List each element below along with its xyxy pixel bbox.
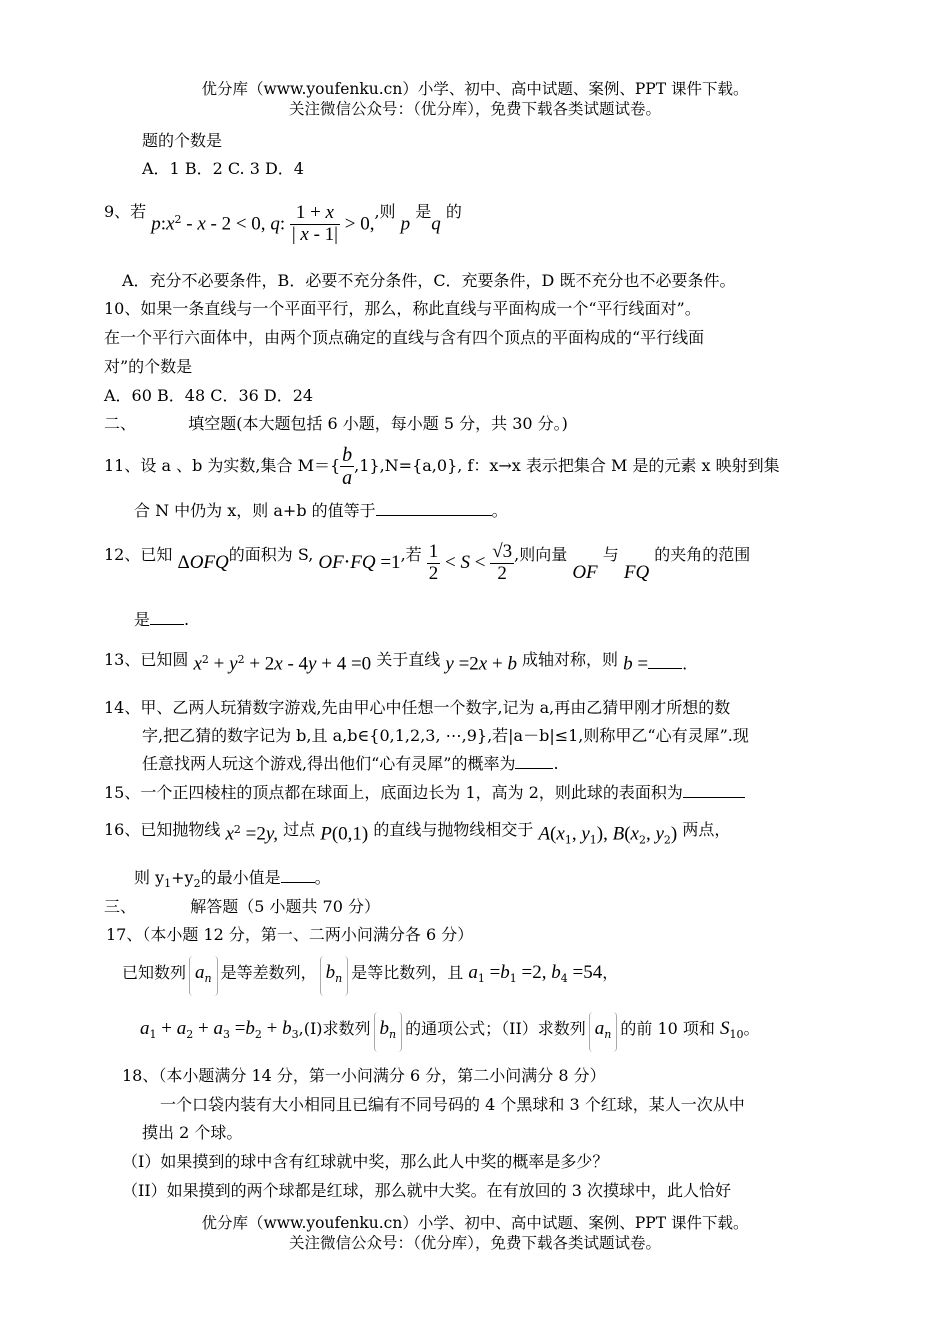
- q13-answer-blank: [648, 654, 682, 669]
- section-3-heading: [104, 896, 380, 918]
- q17-heading: 17、（本小题 12 分，第一、二两小问满分各 6 分）: [106, 925, 474, 944]
- q18-heading: 18、（本小题满分 14 分，第一小问满分 6 分，第二小问满分 8 分）: [122, 1066, 606, 1085]
- q10-line-3: 对”的个数是: [104, 357, 193, 376]
- q12-line-1: 12、已知 ΔOFQ的面积为 S, OF⋅FQ =1,若 $\frac{1}{2}$ < S < $\frac{√3}{2}$ ,则向量 OF 与 FQ 的夹角的范围: [104, 541, 751, 584]
- section-2-heading: [104, 413, 568, 435]
- q16-answer-blank: [281, 868, 315, 883]
- q8-tail: 题的个数是: [142, 131, 223, 150]
- q18-line-1: 一个口袋内装有大小相同且已编有不同号码的 4 个黑球和 3 个红球，某人一次从中: [160, 1095, 745, 1114]
- q18-part-1: （I）如果摸到的球中含有红球就中奖，那么此人中奖的概率是多少？: [122, 1152, 609, 1171]
- q9-options: A．充分不必要条件，B．必要不充分条件，C．充要条件，D 既不充分也不必要条件。: [122, 271, 736, 290]
- q10-options: A．60 B．48 C．36 D．24: [104, 386, 314, 405]
- q11-line-1: 11、设 a 、b 为实数,集合 M＝{ $\frac{b}{a}$ ,1},N={a,0}, f：x→x 表示把集合 M 是的元素 x 映射到集: [104, 444, 780, 489]
- q18-line-2: 摸出 2 个球。: [142, 1123, 243, 1142]
- q11-answer-blank: [376, 501, 492, 516]
- page-footer-line-1: 优分库（www.youfenku.cn）小学、初中、高中试题、案例、PPT 课件下载。: [201, 1214, 749, 1232]
- section-3-number: 三、: [104, 897, 137, 916]
- q14-line-1: 14、甲、乙两人玩猜数字游戏,先由甲心中任想一个数字,记为 a,再由乙猜甲刚才所想的数: [104, 698, 731, 717]
- q15-answer-blank: [683, 783, 745, 798]
- q18-part-2: （II）如果摸到的两个球都是红球，那么就中大奖。在有放回的 3 次摸球中，此人恰好: [122, 1181, 731, 1200]
- q13-line: 13、已知圆 $x^2 + y^2 + 2x - 4y + 4 =0$ 关于直线 y =2x + b 成轴对称，则 b = .: [104, 650, 688, 675]
- q12-answer-blank: [150, 610, 184, 625]
- section-3-title: 解答题（5 小题共 70 分）: [190, 897, 381, 916]
- q11-fraction-b-over-a: $\frac{b}{a}$: [342, 444, 353, 489]
- q9-proposition-p: p: [151, 213, 161, 235]
- q17-line-2: $a_1 + a_2 + a_3 =b_2 + b_3,(I)$求数列 $b_n$ 的通项公式；（II）求数列 $a_n$ 的前 10 项和 $S_{10}$。: [140, 1012, 760, 1052]
- q17-line-1: 已知数列 $a_n$ 是等差数列， $b_n$ 是等比数列，且 $a_1 =b_1 =2$, $b_4 =54$，: [122, 956, 618, 996]
- q8-options: A．1 B．2 C. 3 D．4: [142, 159, 304, 178]
- q9-number: 9、若: [104, 202, 147, 221]
- q16-line-2: 则 $y_1+y_2$的最小值是 。: [134, 868, 331, 891]
- q16-line-1: 16、已知抛物线 $x^2 =2y$, 过点 P(0,1) 的直线与抛物线相交于 $A(x_1$, $y_1$), $B(x_2$, $y_2$) 两点，: [104, 820, 731, 847]
- q11-line-2: 合 N 中仍为 x，则 a+b 的值等于 。: [134, 501, 508, 520]
- q15-line: 15、一个正四棱柱的顶点都在球面上，底面边长为 1，高为 2，则此球的表面积为: [104, 782, 745, 804]
- q9-fraction: $\frac{1 + x}{| x - 1|}$: [291, 202, 338, 246]
- q10-line-1: 10、如果一条直线与一个平面平行，那么，称此直线与平面构成一个“平行线面对”。: [104, 299, 701, 318]
- q10-line-2: 在一个平行六面体中，由两个顶点确定的直线与含有四个顶点的平面构成的“平行线面: [104, 328, 705, 347]
- q14-line-3: 任意找两人玩这个游戏,得出他们“心有灵犀”的概率为 .: [142, 754, 559, 773]
- page-header-line-1: 优分库（www.youfenku.cn）小学、初中、高中试题、案例、PPT 课件下载。: [201, 80, 749, 98]
- q9-stem: 9、若 $p:x^2 - x - 2 < 0$, q: $\frac{1 + x}{| x - 1|}$ > 0,,则 p 是q 的: [104, 202, 462, 246]
- q12-line-2: 是 .: [134, 610, 190, 629]
- q14-answer-blank: [515, 754, 553, 769]
- q14-line-2: 字,把乙猜的数字记为 b,且 a,b∈{0,1,2,3, ⋯,9},若|a－b|≤1,则称甲乙“心有灵犀”.现: [142, 726, 749, 745]
- page-header-line-2: 关注微信公众号：（优分库），免费下载各类试题试卷。: [288, 100, 661, 118]
- section-2-number: 二、: [104, 414, 137, 433]
- section-2-title: 填空题(本大题包括 6 小题，每小题 5 分，共 30 分。): [188, 414, 568, 433]
- page-footer-line-2: 关注微信公众号：（优分库），免费下载各类试题试卷。: [288, 1234, 661, 1252]
